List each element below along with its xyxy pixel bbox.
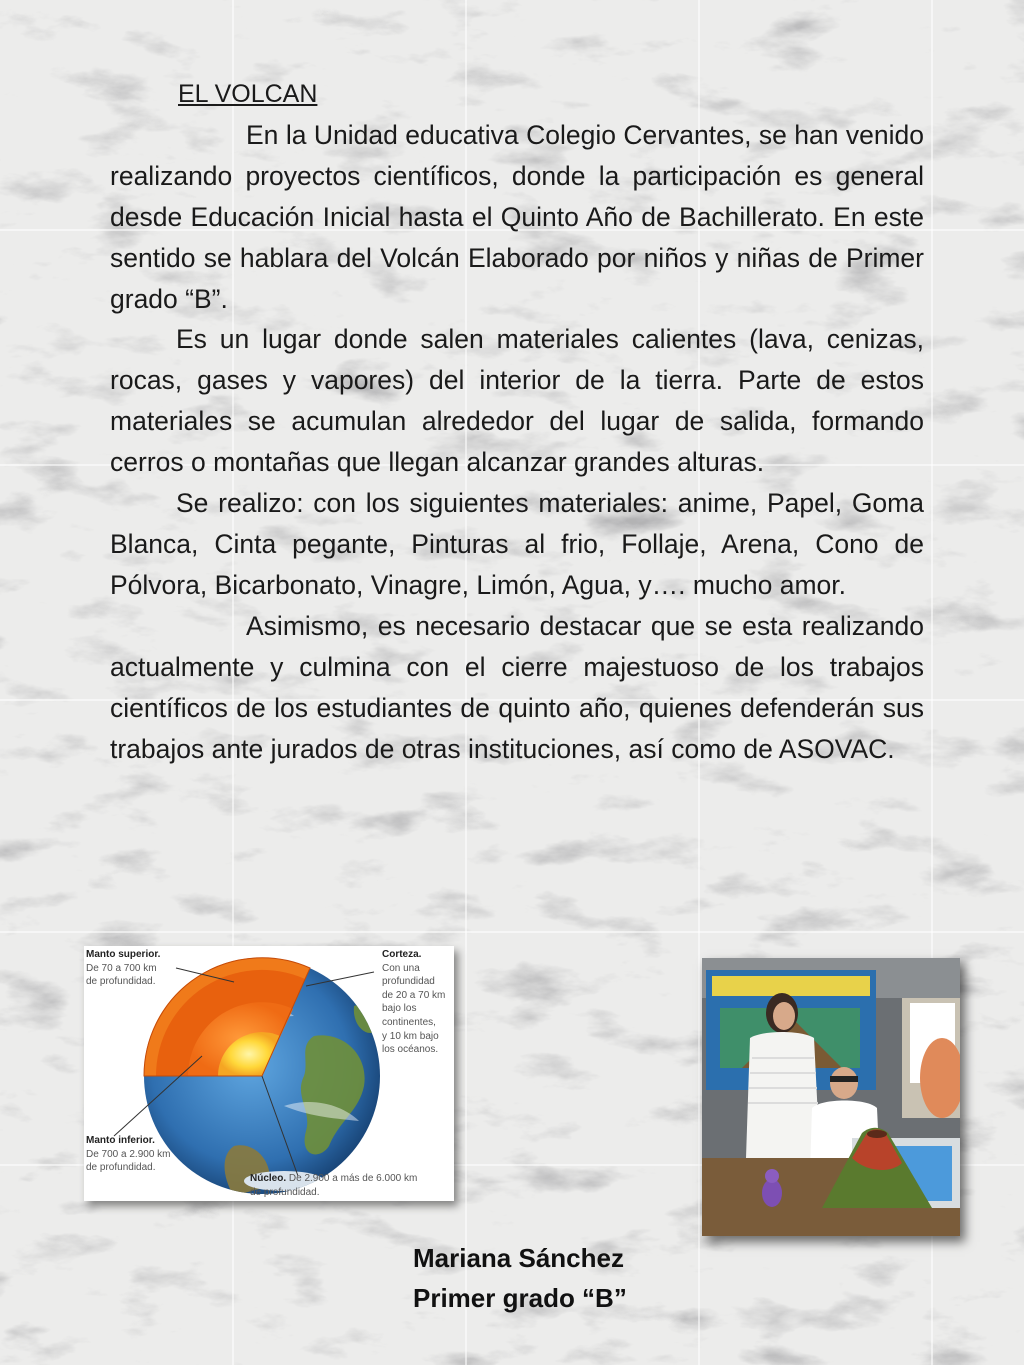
author-name: Mariana Sánchez — [413, 1243, 624, 1273]
caption-crust: Corteza. Con una profundidad de 20 a 70 km bajo los continentes, y 10 km bajo los océanos. — [382, 949, 446, 1056]
caption-upper-mantle: Manto superior. De 70 a 700 km de profundidad. — [86, 949, 161, 988]
author-signature — [413, 1238, 627, 1318]
paragraph-materials: Se realizo: con los siguientes materiales: anime, Papel, Goma Blanca, Cinta pegante, Pinturas al frio, Follaje, Arena, Cono de Pólvora, Bicarbonato, Vinagre, Limón, Agua, y…. mucho amor. — [110, 488, 924, 600]
author-grade: Primer grado “B” — [413, 1283, 627, 1313]
caption-core: Núcleo. De 2.900 a más de 6.000 km de profundidad. — [250, 1173, 418, 1198]
classroom-volcano-photo — [702, 958, 960, 1236]
earth-layers-diagram — [84, 946, 454, 1201]
paragraph-intro: En la Unidad educativa Colegio Cervantes, se han venido realizando proyectos científicos, donde la participación es general desde Educación Inicial hasta el Quinto Año de Bachillerato. En este sentido se hablara del Volcán Elaborado por niños y niñas de Primer grado “B”. — [110, 119, 924, 314]
article-body — [110, 74, 924, 769]
article-title: EL VOLCAN — [178, 80, 318, 108]
paragraph-definition: Es un lugar donde salen materiales calientes (lava, cenizas, rocas, gases y vapores) del interior de la tierra. Parte de estos materiales se acumulan alrededor del lugar de salida, formando cerros o montañas que llegan alcanzar grandes alturas. — [110, 324, 924, 478]
paragraph-closing: Asimismo, es necesario destacar que se esta realizando actualmente y culmina con el cierre majestuoso de los trabajos científicos de los estudiantes de quinto año, quienes defenderán sus trabajos ante jurados de otras instituciones, así como de ASOVAC. — [110, 610, 924, 764]
caption-lower-mantle: Manto inferior. De 700 a 2.900 km de profundidad. — [86, 1135, 171, 1174]
